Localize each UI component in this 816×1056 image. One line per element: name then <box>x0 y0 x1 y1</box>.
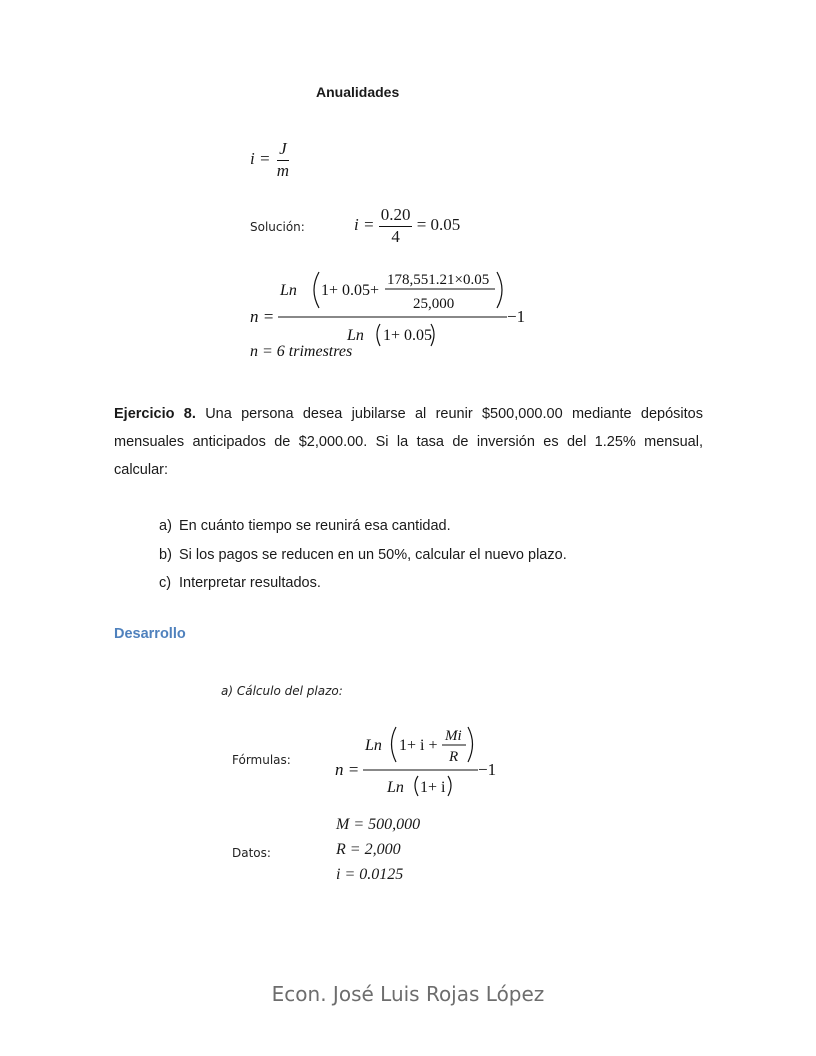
list-item-text: Si los pagos se reducen en un 50%, calcular el nuevo plazo. <box>179 547 567 563</box>
list-item-text: En cuánto tiempo se reunirá esa cantidad. <box>179 518 451 534</box>
ln-top: Ln <box>280 282 297 299</box>
solution-result: = 0.05 <box>416 215 461 235</box>
solution-label: Solución: <box>250 220 305 234</box>
rate-numerator: J <box>277 140 289 161</box>
development-heading: Desarrollo <box>114 626 186 642</box>
n-result: n = 6 trimestres <box>250 343 353 360</box>
formula-ln-top: Ln <box>365 737 382 754</box>
data-value: i = 0.0125 <box>336 866 404 883</box>
rate-denominator: m <box>276 160 289 180</box>
bottom-left-paren <box>377 324 380 346</box>
n-lhs: n = <box>250 307 275 326</box>
formula-ln-bottom: Ln <box>387 779 404 796</box>
list-item-text: Interpretar resultados. <box>179 575 321 591</box>
minus-one: −1 <box>507 307 526 326</box>
formula-inner-denominator: R <box>449 749 459 765</box>
rate-lhs: i = <box>250 149 271 169</box>
formula-minus-one: −1 <box>478 760 497 779</box>
exercise-text: Una persona desea jubilarse al reunir $500,000.00 mediante depósitos mensuales anticipados de $2,000.00. Si la tasa de inversión es del 1.25% mensual, calcular: <box>114 406 703 478</box>
data-value: R = 2,000 <box>336 841 401 858</box>
formula-left-paren <box>392 727 397 762</box>
exercise-label: Ejercicio 8. <box>114 406 196 422</box>
ln-bottom: Ln <box>347 327 364 344</box>
bottom-arg: 1+ 0.05 <box>383 327 433 344</box>
formulas-label: Fórmulas: <box>232 753 291 767</box>
page-title: Anualidades <box>316 84 400 100</box>
formula-inner-numerator: Mi <box>445 728 462 744</box>
n-formula-symbolic <box>332 722 512 802</box>
solution-denominator: 4 <box>391 226 400 246</box>
list-marker: a) <box>159 518 172 534</box>
formula-paren-prefix: 1+ i + <box>399 737 438 754</box>
solution-lhs: i = <box>354 215 375 235</box>
right-paren <box>497 272 502 308</box>
n-formula-numeric <box>245 262 545 372</box>
formula-bottom-left-paren <box>415 776 418 796</box>
solution-numerator: 0.20 <box>379 206 413 227</box>
solution-formula <box>354 206 460 246</box>
inner-denominator: 25,000 <box>413 296 455 312</box>
part-a-heading: a) Cálculo del plazo: <box>221 684 343 698</box>
footer-author: Econ. José Luis Rojas López <box>271 982 545 1006</box>
paren-prefix: 1+ 0.05+ <box>321 282 380 299</box>
inner-numerator: 178,551.21×0.05 <box>387 272 490 288</box>
exercise-paragraph <box>114 400 703 484</box>
list-item <box>159 573 321 593</box>
formula-right-paren <box>468 727 473 762</box>
formula-lhs: n = <box>335 760 360 779</box>
list-item <box>159 545 567 565</box>
left-paren <box>314 272 319 308</box>
rate-formula <box>250 140 291 180</box>
list-item <box>159 516 451 536</box>
data-label: Datos: <box>232 846 271 860</box>
list-marker: c) <box>159 575 172 591</box>
data-value: M = 500,000 <box>336 816 421 833</box>
list-marker: b) <box>159 547 172 563</box>
formula-bottom-arg: 1+ i <box>420 779 446 796</box>
formula-bottom-right-paren <box>448 776 451 796</box>
